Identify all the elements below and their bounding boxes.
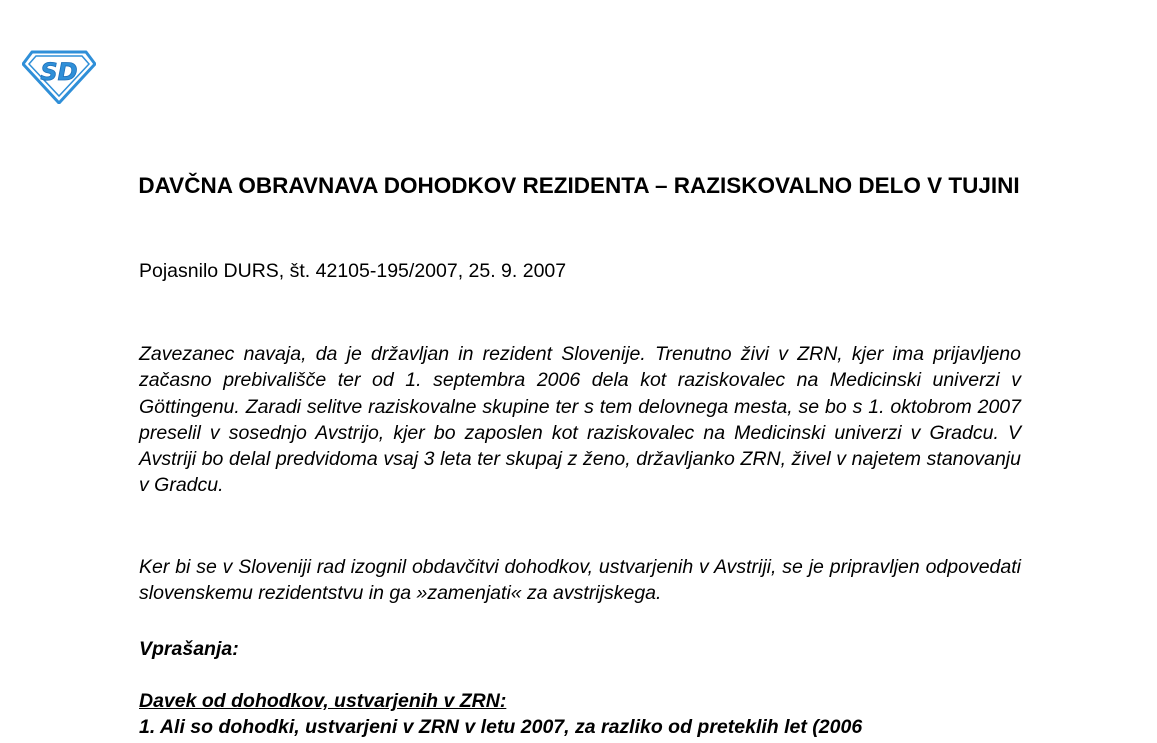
questions-heading: Vprašanja: xyxy=(139,638,239,660)
section-heading-zrn-income: Davek od dohodkov, ustvarjenih v ZRN: xyxy=(139,690,507,712)
sd-shield-logo-icon xyxy=(22,50,96,104)
paragraph-situation: Zavezanec navaja, da je državljan in rezident Slovenije. Trenutno živi v ZRN, kjer ima prijavljeno začasno prebivališče ter od 1. septembra 2006 dela kot raziskovalec na Medicinski univerzi v Göttingenu. Zaradi selitve raziskovalne skupine ter s tem delovnega mesta, se bo s 1. oktobrom 2007 preselil v sosednjo Avstrijo, kjer bo zaposlen kot raziskovalec na Medicinski univerzi v Gradcu. V Avstriji bo delal predvidoma vsaj 3 leta ter skupaj z ženo, državljanko ZRN, živel v najetem stanovanju v Gradcu. xyxy=(139,343,1021,497)
svg-text:SD: SD xyxy=(40,58,78,86)
paragraph-intent: Ker bi se v Sloveniji rad izognil obdavčitvi dohodkov, ustvarjenih v Avstriji, se je pripravljen odpovedati slovenskemu rezidentstvu in ga »zamenjati« za avstrijskega. xyxy=(139,556,1021,605)
document-title: DAVČNA OBRAVNAVA DOHODKOV REZIDENTA – RAZISKOVALNO DELO V TUJINI xyxy=(138,173,1020,198)
question-1: 1. Ali so dohodki, ustvarjeni v ZRN v letu 2007, za razliko od preteklih let (2006 xyxy=(139,716,863,738)
document-source-reference: Pojasnilo DURS, št. 42105-195/2007, 25. 9. 2007 xyxy=(139,260,567,282)
